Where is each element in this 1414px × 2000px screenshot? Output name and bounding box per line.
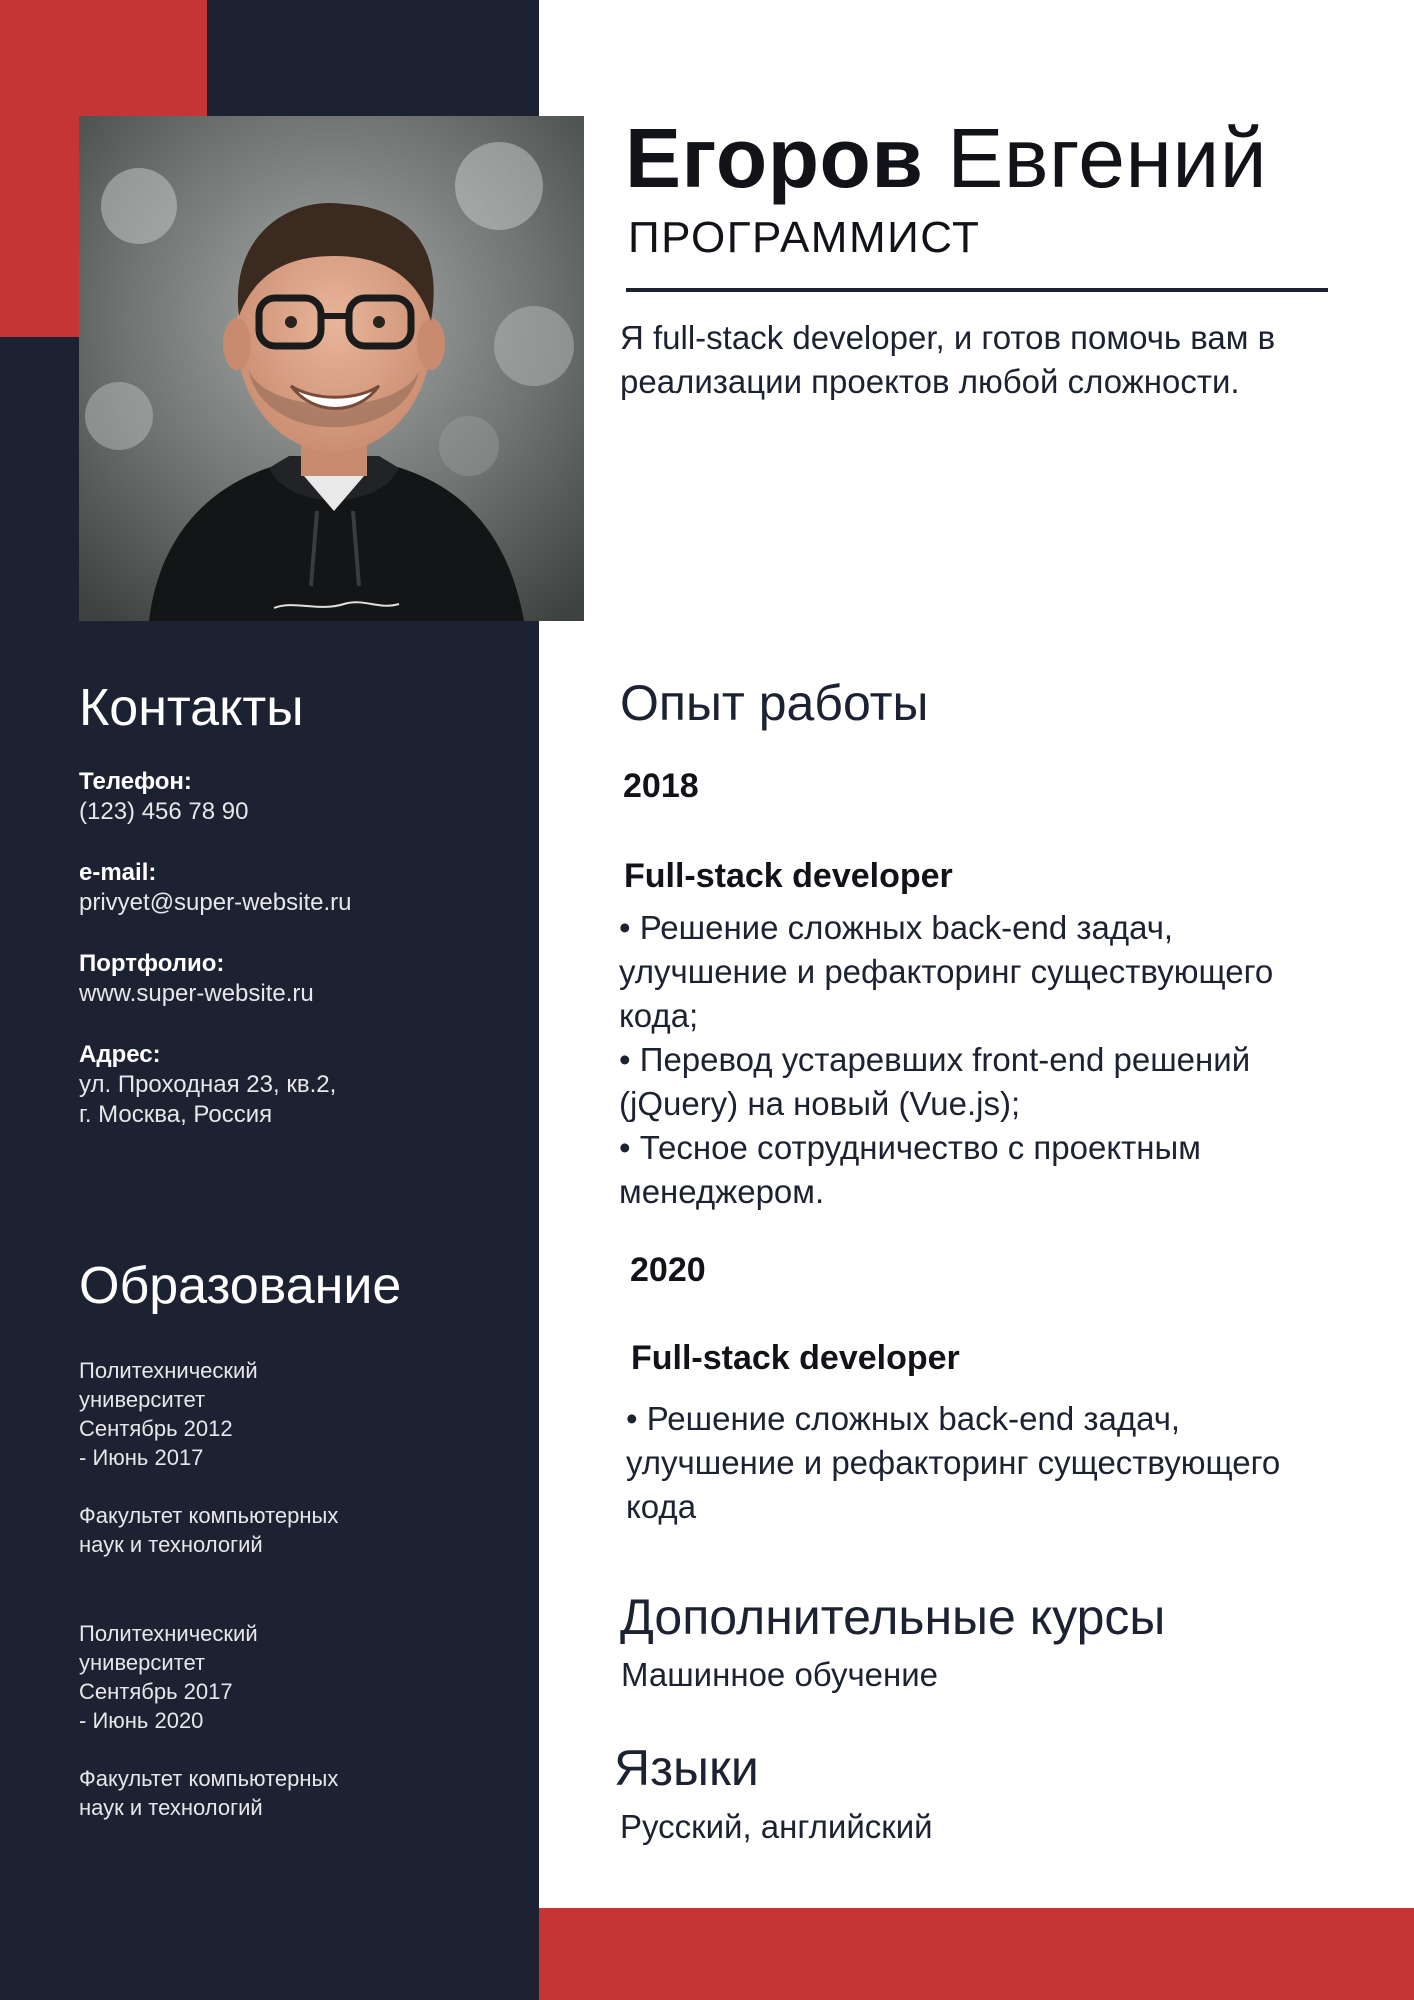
address-line-2: г. Москва, Россия (79, 1101, 273, 1128)
contact-label: e-mail: (79, 859, 157, 886)
contact-label: Телефон: (79, 768, 192, 795)
faculty-name: Факультет компьютерных (79, 1503, 339, 1528)
school-name-cont: университет (79, 1387, 206, 1412)
red-footer-band (539, 1908, 1414, 2000)
school-name: Политехнический (79, 1621, 258, 1646)
education-heading: Образование (79, 1257, 402, 1315)
education-entry (79, 1619, 519, 1822)
contacts-heading: Контакты (79, 679, 304, 737)
study-period: Сентябрь 2012 (79, 1416, 233, 1441)
first-name: Евгений (947, 111, 1268, 205)
contact-email (79, 858, 519, 918)
portfolio-link[interactable]: www.super-website.ru (79, 980, 314, 1007)
contact-label: Адрес: (79, 1041, 161, 1068)
languages-heading: Языки (614, 1740, 759, 1796)
study-period-cont: - Июнь 2020 (79, 1708, 204, 1733)
header-divider (626, 288, 1328, 292)
faculty-name-cont: наук и технологий (79, 1795, 263, 1820)
job-position: Full-stack developer (624, 857, 953, 895)
job-year: 2020 (630, 1251, 706, 1289)
contact-label: Портфолио: (79, 950, 225, 977)
school-name: Политехнический (79, 1358, 258, 1383)
phone-value[interactable]: (123) 456 78 90 (79, 798, 249, 825)
contact-phone (79, 767, 519, 827)
address-line-1: ул. Проходная 23, кв.2, (79, 1071, 337, 1098)
full-name (625, 108, 1267, 208)
duty-item: • Решение сложных back-end задач, улучшение и рефакторинг существующего кода (626, 1400, 1281, 1525)
job-year: 2018 (623, 767, 699, 805)
study-period-cont: - Июнь 2017 (79, 1445, 204, 1470)
education-entry (79, 1356, 519, 1559)
last-name: Егоров (625, 111, 924, 205)
contact-address (79, 1040, 519, 1130)
languages-value: Русский, английский (620, 1808, 933, 1845)
job-role: ПРОГРАММИСТ (628, 213, 981, 262)
summary-text: Я full-stack developer, и готов помочь вам в реализации проектов любой сложности. (620, 319, 1276, 400)
job-position: Full-stack developer (631, 1339, 960, 1377)
school-name-cont: университет (79, 1650, 206, 1675)
job-duties (626, 1397, 1326, 1529)
experience-heading: Опыт работы (620, 675, 929, 731)
courses-heading: Дополнительные курсы (620, 1589, 1166, 1645)
faculty-name-cont: наук и технологий (79, 1532, 263, 1557)
duty-item: • Решение сложных back-end задач, улучшение и рефакторинг существующего кода; (619, 909, 1274, 1034)
duty-item: • Перевод устаревших front-end решений (jQuery) на новый (Vue.js); (619, 1041, 1251, 1122)
course-item: Машинное обучение (621, 1656, 939, 1693)
email-link[interactable]: privyet@super-website.ru (79, 889, 352, 916)
study-period: Сентябрь 2017 (79, 1679, 233, 1704)
duty-item: • Тесное сотрудничество с проектным менеджером. (619, 1129, 1201, 1210)
job-duties (619, 906, 1319, 1214)
faculty-name: Факультет компьютерных (79, 1766, 339, 1791)
profile-photo (79, 116, 584, 621)
contact-portfolio (79, 949, 519, 1009)
